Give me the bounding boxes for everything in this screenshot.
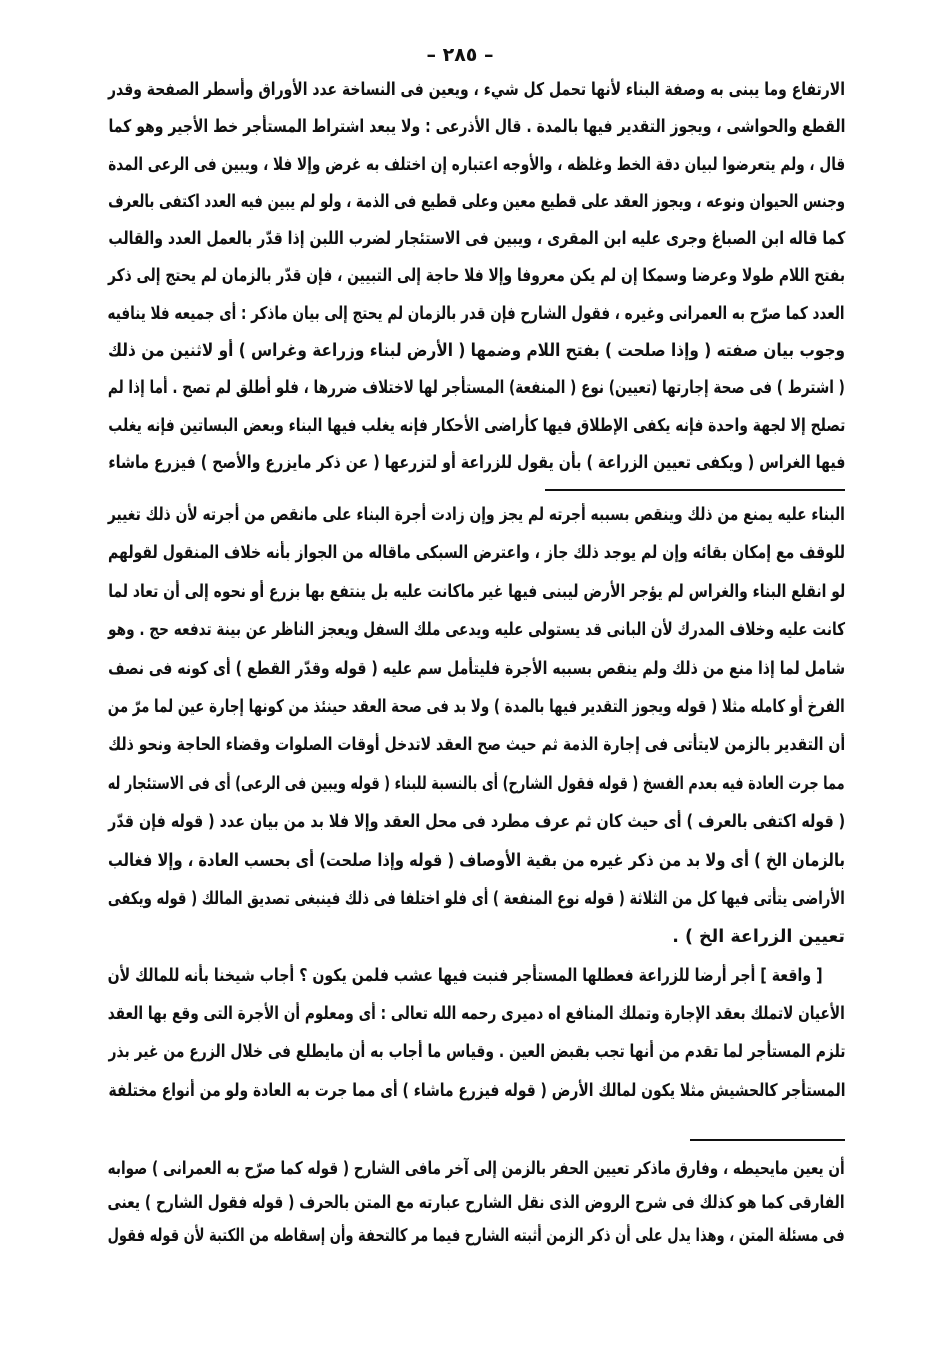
text-line-text: قال ، ولم يتعرضوا لبيان دقة الخط وغلظه ، والأوجه اعتباره إن اختلف به غرض وإلا فلا ، ويبين فى الرعى المدة xyxy=(107,154,845,175)
footnote-line xyxy=(108,1033,845,1071)
footnote-line xyxy=(108,1187,845,1221)
text-line-text: فيها الغراس ( ويكفى تعيين الزراعة ) بأن يقول للزراعة أو لتزرعها ( عن ذكر مايزرع والأصح ) فيزرع ماشاء xyxy=(107,452,845,473)
footnote-line xyxy=(108,611,845,649)
footnote-line-text: الفرخ أو كامله مثلا ( قوله ويجوز التقدير فيها بالمدة ) ولا بد فى صحة العقد حينئذ من كونها إجارة عين لما مرّ من xyxy=(108,696,845,717)
footnote-line xyxy=(108,1153,845,1187)
main-text xyxy=(108,72,845,482)
footnote-line-text: أن يعين مايحيطه ، وفارق ماذكر تعيين الحفر بالزمن إلى آخر مافى الشارح ( قوله كما صرّح به العمرانى ) صوابه xyxy=(108,1159,845,1179)
footnote-divider-2 xyxy=(690,1139,845,1141)
footnote-line xyxy=(108,534,845,572)
footnote-line xyxy=(108,573,845,611)
text-line xyxy=(108,184,845,221)
footnote-line-text: الأعيان لاتملك بعقد الإجارة وتملك المنافع اه دميرى رحمه الله تعالى : أى ومعلوم أن الأجرة التى وقع بها العقد xyxy=(107,1004,845,1025)
footnote-line-text: تعيين الزراعة الخ ) . xyxy=(672,927,845,948)
footnote-line-text: للوقف مع إمكان بقائه وإن لم يوجد ذلك جاز ، واعترض السبكى ماقاله من الجواز بأنه خلاف المنقول لقولهم xyxy=(108,543,845,564)
footnote-line-text: فى مسئلة المتن ، وهذا يدل على أن ذكر الزمن أثبته الشارح فيما مر كالتحفة وأن إسقاطه من الكتبة لأن قوله فقول xyxy=(107,1226,845,1246)
text-line xyxy=(108,370,845,407)
text-line-text: بفتح اللام طولا وعرضا وسمكا إن لم يكن معروفا وإلا فلا حاجة إلى التبيين ، فإن قدّر بالزمان لم يحتج إلى ذكر xyxy=(107,266,845,287)
page-number: – ٢٨٥ – xyxy=(426,44,494,66)
text-line-text: ( اشترط ) فى صحة إجارتها (تعيين) نوع ( المنفعة) المستأجر لها لاختلاف ضررها ، فلو أطلق لم تصح . أما إذا لم xyxy=(108,378,845,399)
footnote-line xyxy=(108,880,845,918)
footnote-line xyxy=(108,918,845,956)
footnote-line-text: تلزم المستأجر لما تقدم من أنها تجب بقبض العين . وقياس ما أجاب به أن مايطلع فى خلال الزرع من غير بذر xyxy=(107,1042,845,1063)
footnote-line-text: البناء عليه يمنع من ذلك وينقص بسببه أجرته لم يجز وإن زادت أجرة البناء على مانقص من أجرته لأن ذلك تغيير xyxy=(108,505,845,525)
text-line xyxy=(108,221,845,258)
text-line xyxy=(108,296,845,333)
text-line xyxy=(108,72,845,109)
footnote-line xyxy=(108,957,845,995)
footnote-line xyxy=(108,765,845,803)
footnote-line-text: [ واقعة ] أجر أرضا للزراعة فعطلها المستأجر فنبت فيها عشب فلمن يكون ؟ أجاب شيخنا بأنه للمالك لأن xyxy=(108,965,823,986)
text-line xyxy=(108,445,845,482)
footnote-line xyxy=(108,842,845,880)
footnote-line-text: أن التقدير بالزمن لايتأتى فى إجارة الذمة ثم حيث صح العقد لاتدخل أوقات الصلوات وقضاء الحاجة ونحو ذلك xyxy=(108,735,845,756)
footnote-line xyxy=(108,803,845,841)
text-line-text: العدد كما صرّح به العمرانى وغيره ، فقول الشارح فإن قدر بالزمان لم يحتج إلى بيان ماذكر : أى جميعه فلا ينافيه xyxy=(107,303,845,324)
text-line-text: تصلح إلا لجهة واحدة فإنه يكفى الإطلاق فيها كأراضى الأحكار فإنه يغلب فيها البناء وبعض البساتين فإنه يغلب xyxy=(107,415,845,436)
footnote-line-text: بالزمان الخ ) أى ولا بد من ذكر غيره من بقية الأوصاف ( قوله وإذا صلحت) أى بحسب العادة ، وإلا فغالب xyxy=(107,850,845,871)
text-line xyxy=(108,408,845,445)
text-line-text: كما قاله ابن الصباغ وجرى عليه ابن المقرى ، ويبين فى الاستئجار لضرب اللبن إذا قدّر بالعمل العدد والقالب xyxy=(108,229,845,250)
footnote-divider xyxy=(545,489,845,491)
text-line-text: القطع والحواشى ، ويجوز التقدير فيها بالمدة . قال الأذرعى : ولا يبعد اشتراط المستأجر خط الأجير وهو كما xyxy=(108,117,845,138)
text-line xyxy=(108,333,845,370)
text-line-text: وجوب بيان صفته ( وإذا صلحت ) بفتح اللام وضمها ( الأرض لبناء وزراعة وغراس ) أو لاثنين من ذلك xyxy=(107,341,845,362)
footnote-line xyxy=(108,496,845,534)
text-line-text: وجنس الحيوان ونوعه ، ويجوز العقد على قطيع معين وعلى قطيع فى الذمة ، ولو لم يبين فيه العدد اكتفى بالعرف xyxy=(108,191,845,212)
footnote-line-text: شامل لما إذا منع من ذلك ولم ينقص بسببه الأجرة فليتأمل سم عليه ( قوله وقدّر القطع ) أى كونه فى نصف xyxy=(108,658,845,679)
footnote-line-text: مما جرت العادة فيه بعدم الفسخ ( قوله فقول الشارح) أى بالنسبة للبناء ( قوله ويبين فى الرعى) أى فى الاستئجار له xyxy=(108,773,845,794)
footnote-line-text: المستأجر كالحشيش مثلا يكون لمالك الأرض ( قوله فيزرع ماشاء ) أى مما جرت به العادة ولو من أنواع مختلفة xyxy=(108,1080,845,1101)
footnote-line xyxy=(108,650,845,688)
footnote-line xyxy=(108,995,845,1033)
footnote-line xyxy=(108,1220,845,1254)
text-line xyxy=(108,109,845,146)
footnotes-section xyxy=(108,496,845,1110)
footnote-line-text: ( قوله اكتفى بالعرف ) أى حيث كان ثم عرف مطرد فى محل العقد وإلا فلا بد من بيان عدد ( قوله فإن قدّر xyxy=(108,812,845,833)
footnote-line-text: الأراضى يتأتى فيها كل من الثلاثة ( قوله نوع المنفعة ) أى فلو اختلفا فى ذلك فينبغى تصديق المالك ( قوله ويكفى xyxy=(108,888,845,909)
text-line-text: الارتفاع وما يبنى به وصفة البناء لأنها تحمل كل شيء ، ويعين فى النساخة عدد الأوراق وأسطر الصفحة وقدر xyxy=(108,80,845,100)
text-line xyxy=(108,147,845,184)
footnote-line-text: لو انقلع البناء والغراس لم يؤجر الأرض ليبنى فيها غير ماكانت عليه بل ينتفع بها بزرع أو نحوه إلى أن تعاد لما xyxy=(108,581,845,602)
text-line xyxy=(108,258,845,295)
footnote-line xyxy=(108,726,845,764)
footnote-line-text: كانت عليه وخلاف المدرك لأن البانى قد يستولى عليه ويدعى ملك السفل ويعجز الناظر عن بينة تدفعه حج . وهو xyxy=(107,620,845,641)
footnotes-continued xyxy=(108,1153,845,1254)
footnote-line xyxy=(108,688,845,726)
footnote-line xyxy=(108,1072,845,1110)
footnote-line-text: الفارقى كما هو كذلك فى شرح الروض الذى نقل الشارح عبارته مع المتن بالحرف ( قوله فقول الشارح ) يعنى xyxy=(107,1192,845,1213)
